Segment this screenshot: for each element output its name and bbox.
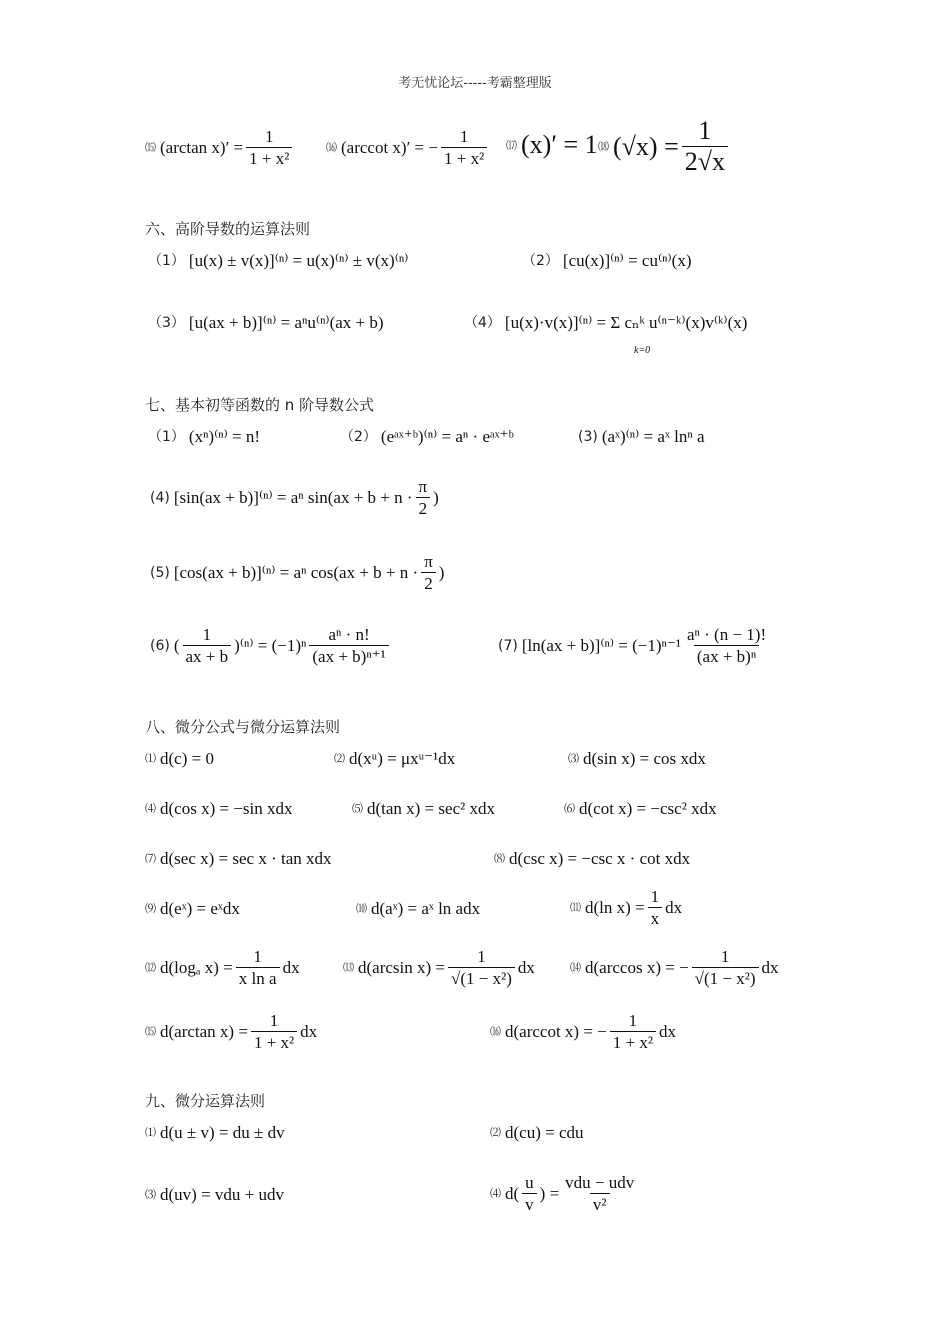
- formula-lhs: (: [173, 636, 180, 655]
- differential-formula: ⑶ d(sin x) = cos xdx: [568, 749, 706, 768]
- formula-lhs: (x)′ = 1: [521, 130, 598, 159]
- formula-lhs: (√x) =: [613, 131, 679, 161]
- formula-mid: )⁽ⁿ⁾ = (−1)ⁿ: [234, 636, 307, 655]
- section-heading-differential-formulas: 八、微分公式与微分运算法则: [145, 718, 341, 736]
- summation-lower-limit: k=0: [634, 345, 651, 356]
- differential-formula: ⑴ d(c) = 0: [145, 749, 214, 768]
- fraction: $\frac{1}{\text{1 + x²}}$: [246, 128, 292, 167]
- formula-expression: [u(ax + b)]⁽ⁿ⁾ = aⁿu⁽ⁿ⁾(ax + b): [188, 313, 384, 332]
- fraction: $\frac{1}{\text{1 + x²}}$: [441, 128, 487, 167]
- fraction: 1 ax + b: [183, 626, 232, 665]
- differential-formula: ⑾ d(ln x) = $\frac{1}{x}$ dx: [570, 887, 683, 928]
- formula-number: ⒃: [326, 141, 337, 154]
- formula-lhs: [cos(ax + b)]⁽ⁿ⁾ = aⁿ cos(ax + b + n ·: [173, 563, 419, 582]
- fraction: π 2: [416, 478, 431, 517]
- formula-expression: [u(x)·v(x)]⁽ⁿ⁾ = Σ cₙᵏ u⁽ⁿ⁻ᵏ⁾(x)v⁽ᵏ⁾(x): [504, 313, 748, 332]
- formula-reciprocal-nth: [150, 626, 392, 665]
- formula-expression: [u(x) ± v(x)]⁽ⁿ⁾ = u(x)⁽ⁿ⁾ ± v(x)⁽ⁿ⁾: [188, 251, 409, 270]
- differential-formula: ⑻ d(csc x) = −csc x · cot xdx: [494, 849, 691, 868]
- formula-sqrt-derivative: [598, 118, 731, 175]
- section-heading-differential-rules: 九、微分运算法则: [145, 1092, 266, 1110]
- differential-rule-quotient: ⑷ d( u v ) = vdu − udv v²: [490, 1173, 635, 1214]
- formula-number: （4）: [464, 314, 501, 331]
- formula-sum-rule: [148, 252, 408, 269]
- differential-formula: ⑵ d(xᵘ) = μxᵘ⁻¹dx: [334, 749, 456, 768]
- formula-expression: [cu(x)]⁽ⁿ⁾ = cu⁽ⁿ⁾(x): [562, 251, 692, 270]
- formula-linear-rule: [148, 314, 384, 331]
- differential-formula: ⑹ d(cot x) = −csc² xdx: [564, 799, 717, 818]
- formula-number: ⒂: [145, 141, 156, 154]
- section-heading-higher-derivatives: 六、高阶导数的运算法则: [145, 220, 311, 238]
- formula-number: ⒄: [506, 138, 517, 152]
- formula-lhs: [sin(ax + b)]⁽ⁿ⁾ = aⁿ sin(ax + b + n ·: [173, 488, 413, 507]
- formula-number: (4): [150, 489, 170, 506]
- differential-formula: ⑷ d(cos x) = −sin xdx: [145, 799, 293, 818]
- differential-formula: ⑸ d(tan x) = sec² xdx: [352, 799, 495, 818]
- formula-arccot-derivative: [326, 128, 490, 167]
- formula-number: (6): [150, 637, 170, 654]
- differential-rule: ⑴ d(u ± v) = du ± dv: [145, 1123, 285, 1142]
- formula-lhs: (arccot x)′ = −: [341, 138, 438, 157]
- formula-constant-rule: [522, 252, 691, 269]
- differential-formula: ⒀ d(arcsin x) = $\frac{1}{\text{√(1 − x²)}}$ dx: [343, 947, 535, 988]
- formula-lhs: (arctan x)′ =: [160, 138, 244, 157]
- formula-number: （2）: [340, 428, 377, 445]
- differential-formula: ⒁ d(arccos x) = − $\frac{1}{\text{√(1 − x²)}}$ dx: [570, 947, 779, 988]
- differential-formula: ⑽ d(aˣ) = aˣ ln adx: [356, 899, 481, 918]
- fraction: $\frac{1}{2√x}$: [682, 118, 728, 175]
- fraction: π 2: [421, 553, 436, 592]
- formula-leibniz-rule: [464, 314, 747, 331]
- formula-sin-nth: [150, 478, 439, 517]
- formula-rhs: ): [433, 488, 439, 507]
- formula-number: (7): [498, 637, 518, 654]
- formula-arctan-derivative: [145, 128, 295, 167]
- formula-exp-nth: [340, 428, 514, 445]
- section-heading-nth-derivatives: 七、基本初等函数的 n 阶导数公式: [145, 396, 375, 414]
- formula-cos-nth: [150, 553, 444, 592]
- differential-formula: ⑼ d(eˣ) = eˣdx: [145, 899, 240, 918]
- differential-formula: ⑺ d(sec x) = sec x · tan xdx: [145, 849, 332, 868]
- formula-lhs: [ln(ax + b)]⁽ⁿ⁾ = (−1)ⁿ⁻¹: [521, 636, 681, 655]
- formula-expression: (eᵃˣ⁺ᵇ)⁽ⁿ⁾ = aⁿ · eᵃˣ⁺ᵇ: [380, 427, 514, 446]
- formula-number: (5): [150, 564, 170, 581]
- differential-formula: ⒃ d(arccot x) = − $\frac{1}{\text{1 + x²}}$ dx: [490, 1011, 676, 1052]
- fraction: aⁿ · (n − 1)! (ax + b)ⁿ: [686, 625, 767, 666]
- page-header: 考无忧论坛-----考霸整理版: [398, 76, 552, 91]
- formula-log-nth: [498, 626, 772, 665]
- formula-x-derivative: [506, 132, 598, 158]
- differential-rule: ⑶ d(uv) = vdu + udv: [145, 1185, 284, 1204]
- differential-formula: ⑿ d(logₐ x) = $\frac{1}{\text{x ln a}}$ dx: [145, 947, 300, 988]
- formula-number: （1）: [148, 428, 185, 445]
- formula-expression: (xⁿ)⁽ⁿ⁾ = n!: [188, 427, 261, 446]
- formula-number: （2）: [522, 252, 559, 269]
- formula-power-nth: [148, 428, 260, 445]
- fraction: aⁿ · n! (ax + b)ⁿ⁺¹: [309, 626, 388, 665]
- formula-number: （1）: [148, 252, 185, 269]
- formula-number: (3): [578, 428, 598, 445]
- formula-rhs: ): [438, 563, 445, 582]
- formula-ax-nth: [578, 428, 705, 445]
- formula-number: （3）: [148, 314, 185, 331]
- differential-rule: ⑵ d(cu) = cdu: [490, 1123, 584, 1142]
- formula-expression: (aˣ)⁽ⁿ⁾ = aˣ lnⁿ a: [601, 427, 705, 446]
- differential-formula: ⒂ d(arctan x) = $\frac{1}{\text{1 + x²}}$ dx: [145, 1011, 318, 1052]
- formula-number: ⒅: [598, 140, 609, 153]
